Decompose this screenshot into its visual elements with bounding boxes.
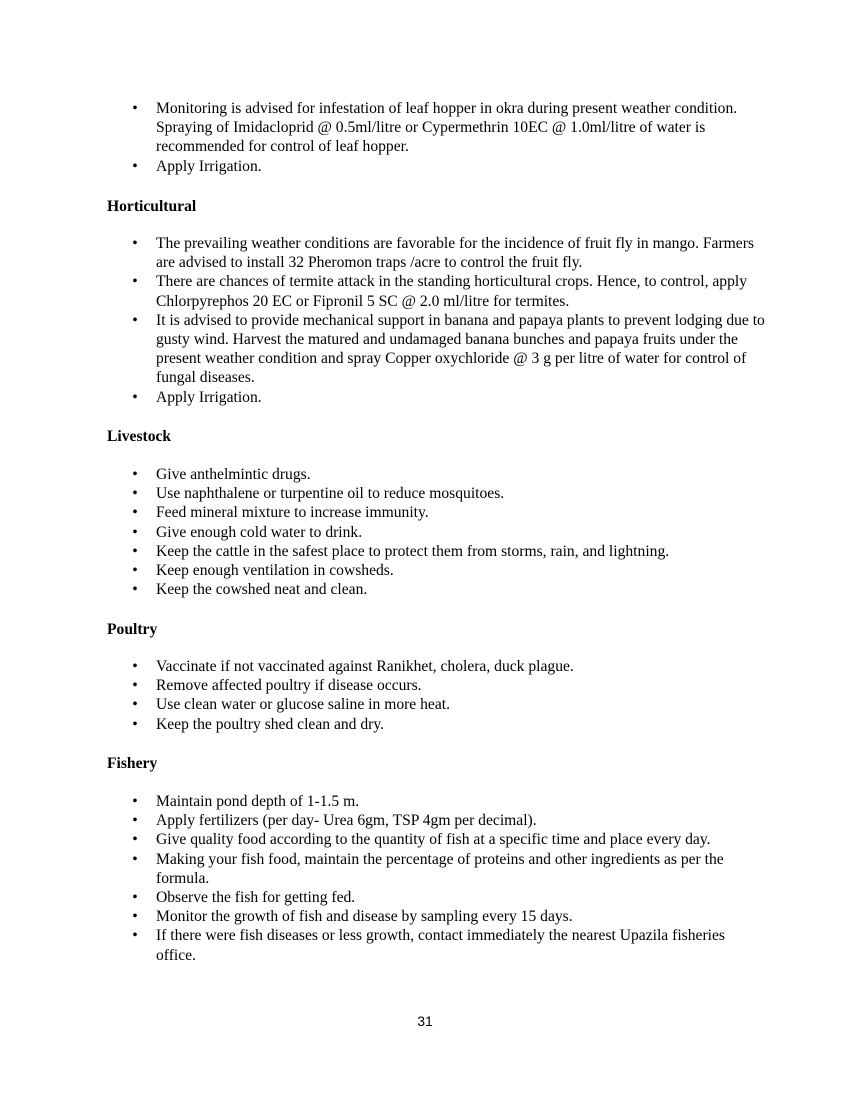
livestock-heading: Livestock — [107, 428, 172, 445]
horticultural-section — [107, 234, 767, 407]
list-item: • Maintain pond depth of 1-1.5 m. — [107, 792, 767, 811]
bullet-icon: • — [132, 696, 138, 714]
list-item: • Use clean water or glucose saline in more heat. — [107, 695, 767, 714]
list-item: • Use naphthalene or turpentine oil to reduce mosquitoes. — [107, 484, 767, 503]
bullet-icon: • — [132, 388, 138, 406]
list-item: • Apply Irrigation. — [107, 157, 767, 176]
bullet-icon: • — [132, 157, 138, 175]
page-number: 31 — [417, 1013, 433, 1029]
bullet-icon: • — [132, 908, 138, 926]
bullet-icon: • — [132, 504, 138, 522]
list-item: • Give anthelmintic drugs. — [107, 465, 767, 484]
fishery-section — [107, 792, 767, 965]
bullet-icon: • — [132, 466, 138, 483]
list-item: • Keep enough ventilation in cowsheds. — [107, 561, 767, 580]
intro-section — [107, 99, 767, 176]
bullet-icon: • — [132, 677, 138, 695]
bullet-icon: • — [132, 658, 138, 675]
list-item: • The prevailing weather conditions are favorable for the incidence of fruit fly in mango. Farmers are advised to install 32 Pheromon traps /acre to control the fruit fly. — [107, 234, 767, 272]
bullet-icon: • — [132, 562, 138, 580]
bullet-icon: • — [132, 581, 138, 599]
bullet-icon: • — [132, 889, 138, 907]
horticultural-list — [107, 234, 767, 407]
list-item: • There are chances of termite attack in the standing horticultural crops. Hence, to control, apply Chlorpyrephos 20 EC or Fipronil 5 SC @ 2.0 ml/litre for termites. — [107, 272, 767, 310]
list-item: • Vaccinate if not vaccinated against Ranikhet, cholera, duck plague. — [107, 657, 767, 676]
bullet-icon: • — [132, 311, 138, 329]
livestock-list — [107, 465, 767, 599]
list-item: • Feed mineral mixture to increase immunity. — [107, 503, 767, 522]
bullet-icon: • — [132, 273, 138, 291]
poultry-section — [107, 657, 767, 734]
list-item: • Remove affected poultry if disease occurs. — [107, 676, 767, 695]
list-item: • Observe the fish for getting fed. — [107, 888, 767, 907]
poultry-heading: Poultry — [107, 621, 158, 638]
bullet-icon: • — [132, 831, 138, 849]
bullet-icon: • — [132, 542, 138, 560]
list-item: • Monitoring is advised for infestation of leaf hopper in okra during present weather condition. Spraying of Imidacloprid @ 0.5ml/litre or Cypermethrin 10EC @ 1.0ml/litre of water is recommended for control of leaf hopper. — [107, 99, 767, 157]
list-item: • Apply fertilizers (per day- Urea 6gm, TSP 4gm per decimal). — [107, 811, 767, 830]
bullet-icon: • — [132, 523, 138, 541]
list-item: • Give enough cold water to drink. — [107, 523, 767, 542]
list-item: • Keep the cattle in the safest place to protect them from storms, rain, and lightning. — [107, 542, 767, 561]
list-item: • Making your fish food, maintain the percentage of proteins and other ingredients as per the formula. — [107, 850, 767, 888]
bullet-icon: • — [132, 812, 138, 830]
bullet-icon: • — [132, 100, 138, 117]
fishery-heading: Fishery — [107, 755, 158, 772]
livestock-section — [107, 465, 767, 599]
bullet-icon: • — [132, 235, 138, 252]
list-item: • Keep the poultry shed clean and dry. — [107, 715, 767, 734]
list-item: • Apply Irrigation. — [107, 388, 767, 407]
intro-list — [107, 99, 767, 176]
bullet-icon: • — [132, 793, 138, 810]
bullet-icon: • — [132, 927, 138, 945]
list-item: • Monitor the growth of fish and disease by sampling every 15 days. — [107, 907, 767, 926]
bullet-icon: • — [132, 850, 138, 868]
poultry-list — [107, 657, 767, 734]
list-item: • Give quality food according to the quantity of fish at a specific time and place every day. — [107, 830, 767, 849]
bullet-icon: • — [132, 485, 138, 503]
fishery-list — [107, 792, 767, 965]
list-item: • If there were fish diseases or less growth, contact immediately the nearest Upazila fisheries office. — [107, 926, 767, 964]
list-item: • It is advised to provide mechanical support in banana and papaya plants to prevent lodging due to gusty wind. Harvest the matured and undamaged banana bunches and papaya fruits under the present weather condition and spray Copper oxychloride @ 3 g per litre of water for control of fungal diseases. — [107, 311, 767, 388]
horticultural-heading: Horticultural — [107, 198, 197, 215]
list-item: • Keep the cowshed neat and clean. — [107, 580, 767, 599]
bullet-icon: • — [132, 715, 138, 733]
